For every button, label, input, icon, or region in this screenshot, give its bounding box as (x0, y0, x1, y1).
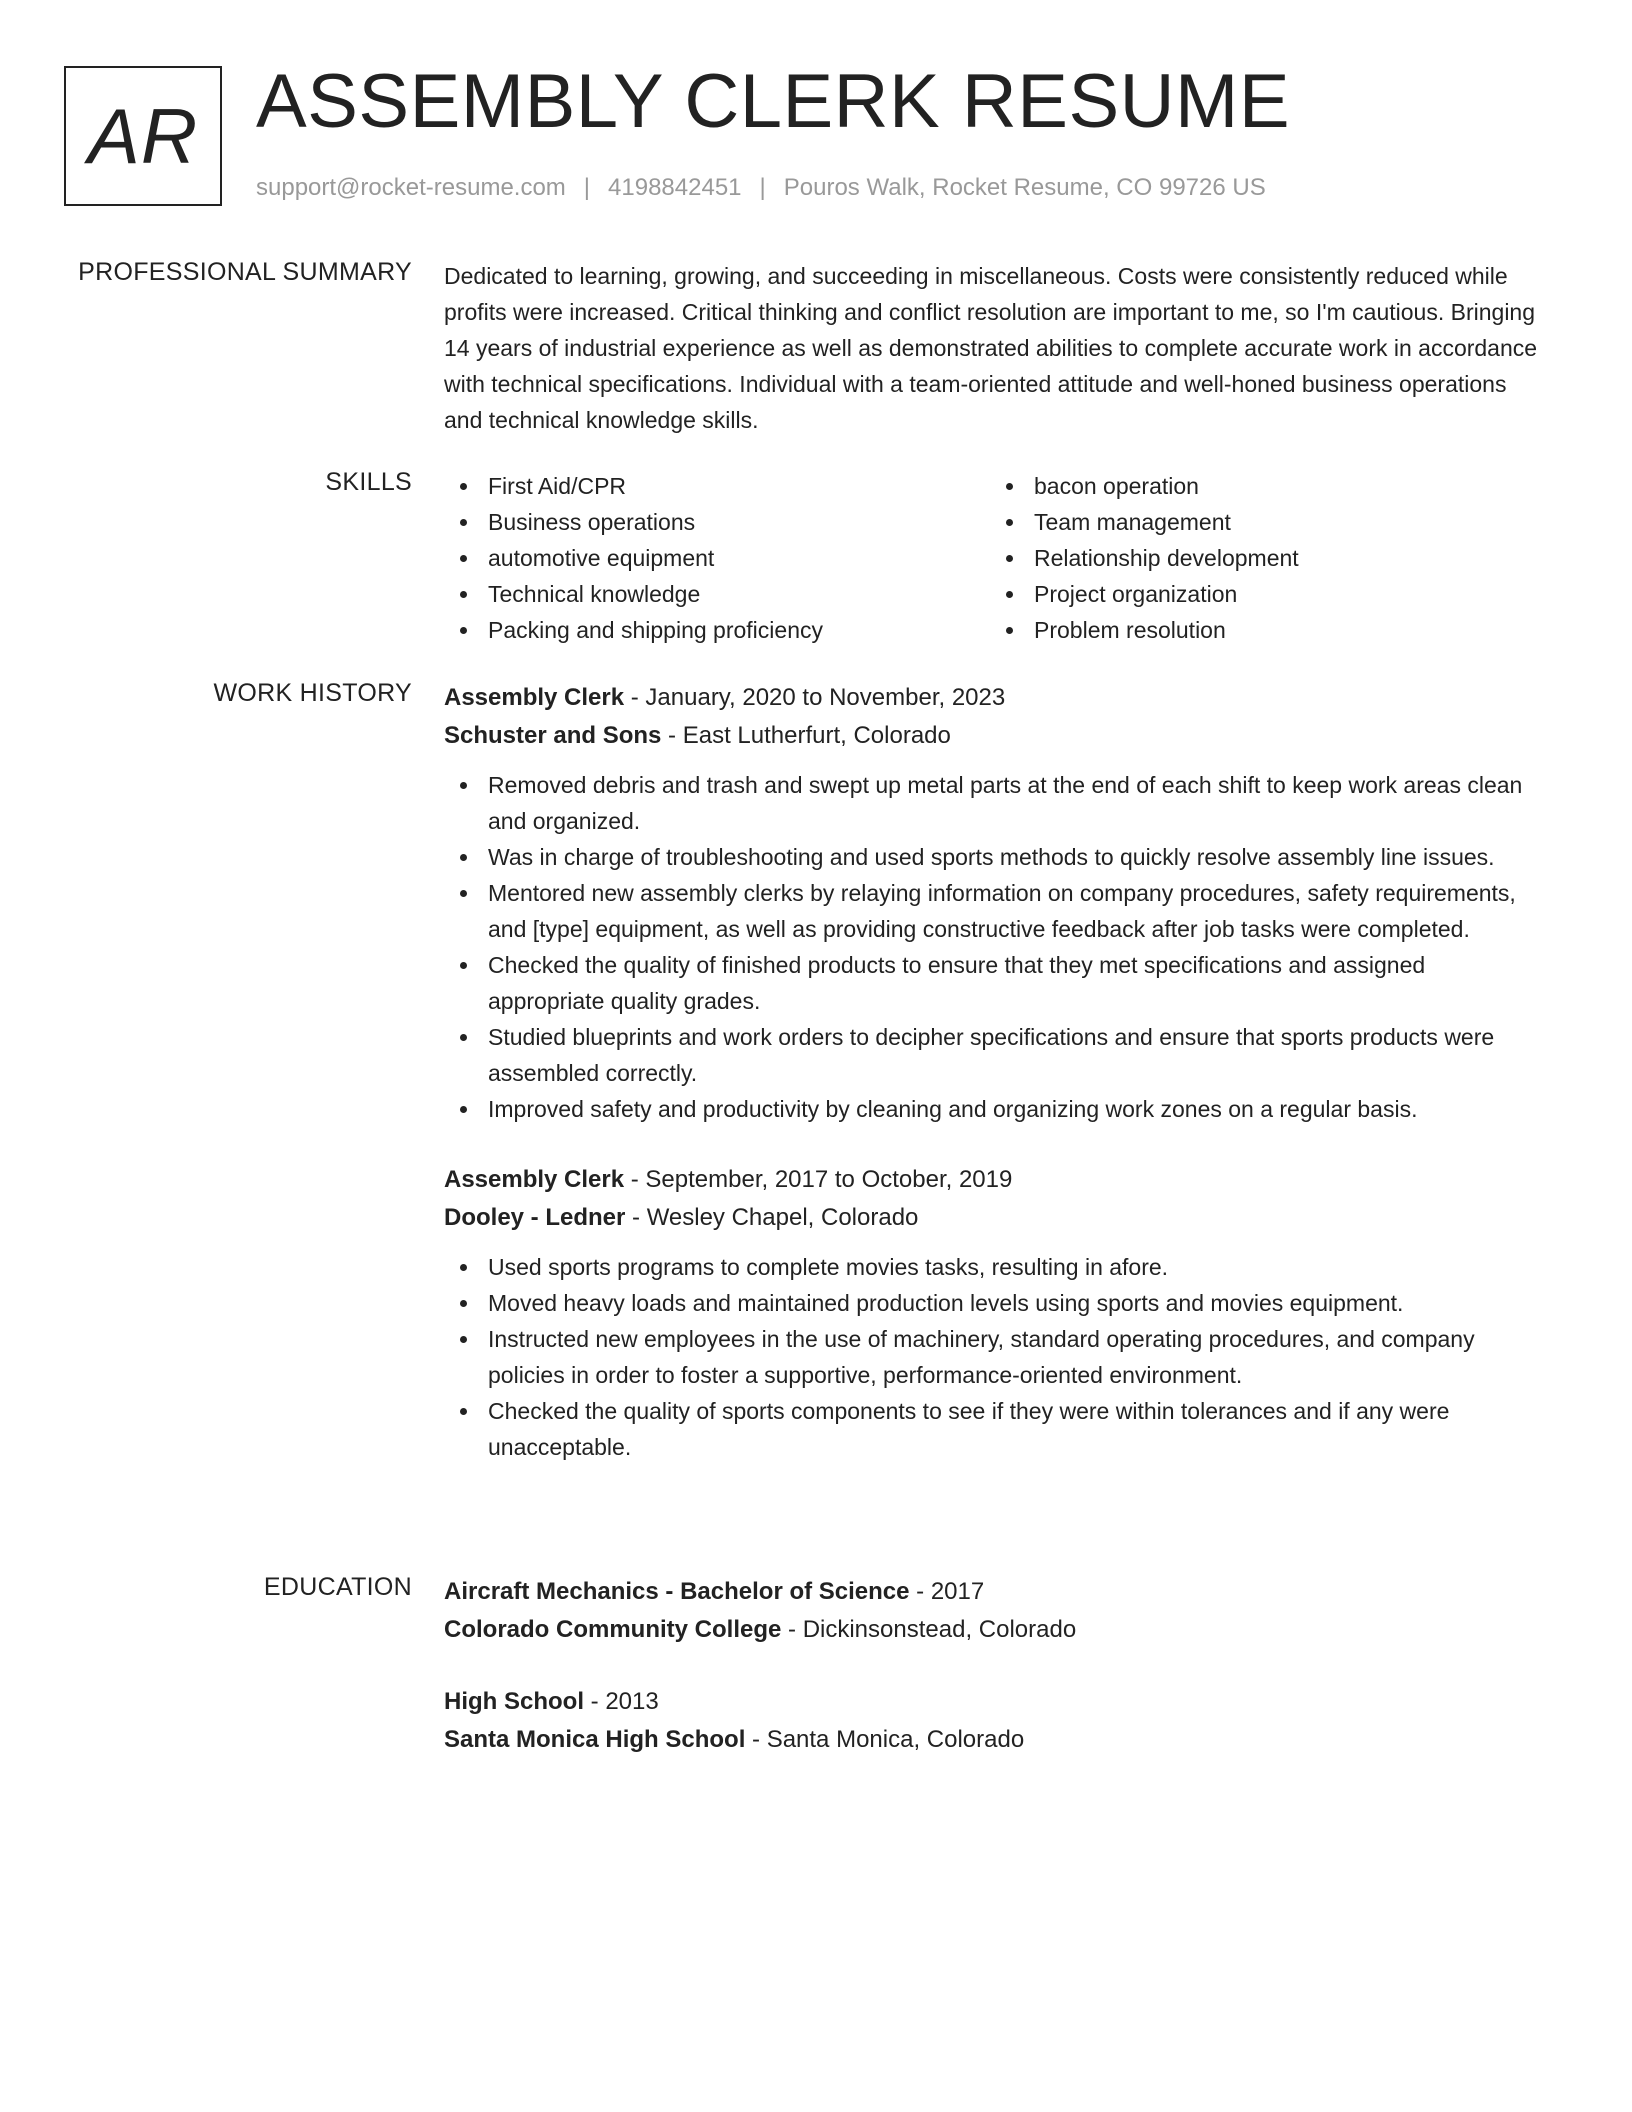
job-location: - Wesley Chapel, Colorado (625, 1204, 919, 1231)
job-company: Schuster and Sons (444, 722, 662, 749)
skill-item: Business operations (444, 504, 990, 540)
skills-list-right (990, 468, 1536, 648)
contact-separator: | (759, 174, 766, 201)
job-dates: - September, 2017 to October, 2019 (624, 1166, 1013, 1193)
summary-heading: PROFESSIONAL SUMMARY (78, 258, 412, 286)
degree: Aircraft Mechanics - Bachelor of Science (444, 1578, 910, 1605)
job-duty: Mentored new assembly clerks by relaying information on company procedures, safety requirements, and [type] equipment, as well as providing constructive feedback after job tasks were completed. (444, 875, 1544, 947)
school-line (444, 1611, 1544, 1649)
job-company-line (444, 1199, 1544, 1237)
degree: High School (444, 1688, 584, 1715)
summary-text: Dedicated to learning, growing, and succeeding in miscellaneous. Costs were consistently reduced while profits were increased. Critical thinking and conflict resolution are important to me, so I'm cautious. Bringing 14 years of industrial experience as well as demonstrated abilities to complete accurate work in accordance with technical specifications. Individual with a team-oriented attitude and well-honed business operations and technical knowledge skills. (444, 263, 1538, 433)
skills-heading: SKILLS (325, 468, 412, 496)
job-location: - East Lutherfurt, Colorado (661, 722, 951, 749)
skill-item: Project organization (990, 576, 1536, 612)
school: Colorado Community College (444, 1616, 782, 1643)
work-history-heading: WORK HISTORY (213, 679, 412, 707)
job-company: Dooley - Ledner (444, 1204, 626, 1231)
education-entry (444, 1573, 1544, 1649)
school-location: - Dickinsonstead, Colorado (781, 1616, 1077, 1643)
graduation-year: - 2013 (584, 1688, 659, 1715)
job-duty: Checked the quality of sports components to see if they were within tolerances and if any were unacceptable. (444, 1393, 1544, 1465)
job-entry (444, 1161, 1544, 1465)
graduation-year: - 2017 (909, 1578, 985, 1605)
skill-item: Problem resolution (990, 612, 1536, 648)
job-duty: Instructed new employees in the use of machinery, standard operating procedures, and company policies in order to foster a supportive, performance-oriented environment. (444, 1321, 1544, 1393)
skill-item: automotive equipment (444, 540, 990, 576)
contact-email: support@rocket-resume.com (256, 174, 566, 201)
degree-line (444, 1683, 1544, 1721)
job-duty: Moved heavy loads and maintained production levels using sports and movies equipment. (444, 1285, 1544, 1321)
initials-monogram: AR (64, 66, 222, 206)
skill-item: Team management (990, 504, 1536, 540)
contact-address: Pouros Walk, Rocket Resume, CO 99726 US (783, 174, 1266, 201)
skills-list-left (444, 468, 990, 648)
job-duty: Removed debris and trash and swept up metal parts at the end of each shift to keep work areas clean and organized. (444, 767, 1544, 839)
contact-separator: | (583, 174, 591, 201)
school-location: - Santa Monica, Colorado (745, 1726, 1025, 1753)
job-duties-list (444, 767, 1544, 1127)
education-entry (444, 1683, 1544, 1759)
education-heading: EDUCATION (263, 1573, 412, 1601)
skill-item: First Aid/CPR (444, 468, 990, 504)
skill-item: Relationship development (990, 540, 1536, 576)
job-company-line (444, 717, 1544, 755)
job-entry (444, 679, 1544, 1127)
job-duty: Used sports programs to complete movies tasks, resulting in afore. (444, 1249, 1544, 1285)
job-duty: Improved safety and productivity by cleaning and organizing work zones on a regular basis. (444, 1091, 1544, 1127)
job-duty: Checked the quality of finished products to ensure that they met specifications and assigned appropriate quality grades. (444, 947, 1544, 1019)
job-title: Assembly Clerk (444, 684, 625, 711)
school: Santa Monica High School (444, 1726, 746, 1753)
job-duty: Studied blueprints and work orders to decipher specifications and ensure that sports products were assembled correctly. (444, 1019, 1544, 1091)
job-dates: - January, 2020 to November, 2023 (624, 684, 1006, 711)
skill-item: bacon operation (990, 468, 1536, 504)
job-duties-list (444, 1249, 1544, 1465)
contact-line (256, 174, 1266, 202)
resume-title: ASSEMBLY CLERK RESUME (256, 59, 1291, 144)
degree-line (444, 1573, 1544, 1611)
job-title-line (444, 679, 1544, 717)
skill-item: Packing and shipping proficiency (444, 612, 990, 648)
school-line (444, 1721, 1544, 1759)
job-title: Assembly Clerk (444, 1166, 625, 1193)
job-title-line (444, 1161, 1544, 1199)
skill-item: Technical knowledge (444, 576, 990, 612)
contact-phone: 4198842451 (608, 174, 742, 201)
job-duty: Was in charge of troubleshooting and used sports methods to quickly resolve assembly line issues. (444, 839, 1544, 875)
